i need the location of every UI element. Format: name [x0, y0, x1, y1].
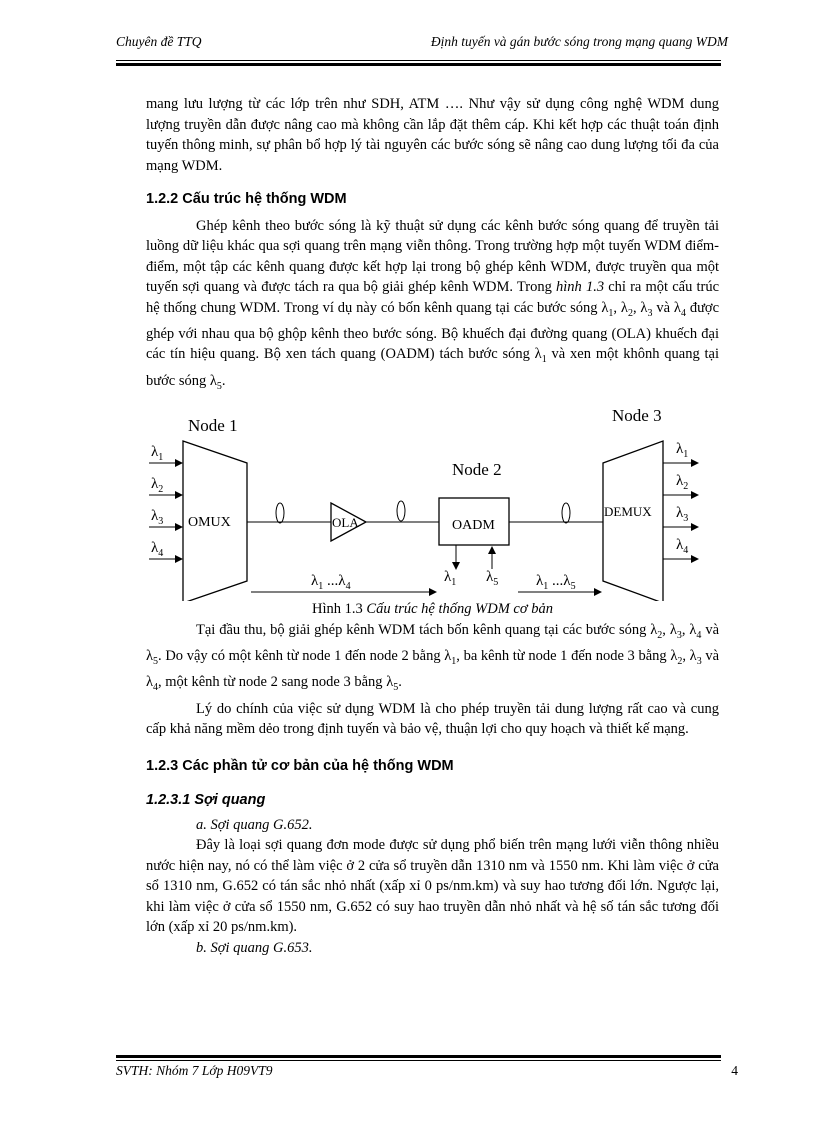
header-rule-thin	[116, 60, 721, 61]
paragraph-wdm-structure: Ghép kênh theo bước sóng là kỹ thuật sử dụng các kênh bước sóng quang để truyền tải luồng dữ liệu khác qua sợi quang trên mạng viễn thông. Trong trường hợp một tuyến WDM điểm- điểm, một tập các kênh quang được kết hợp lại trong bộ ghép kênh WDM, được truyền qua một tuyến sợi quang và được tách ra qua bộ giải ghép kênh WDM. Trong hình 1.3 chỉ ra một cấu trúc hệ thống chung WDM. Trong ví dụ này có bốn kênh quang tại các bước sóng $\lambda_1$, $\lambda_2$, $\lambda_3$ và $\lambda_4$ được ghép với nhau qua bộ ghộp kênh theo bước sóng. Bộ khuếch đại đường quang (OLA) khuếch đại các tín hiệu quang. Bộ xen tách quang (OADM) tách bước sóng $\lambda_1$ và xen một khônh quang tại bước sóng $\lambda_5$.	[146, 217, 720, 392]
footer-rule-thin	[116, 1060, 721, 1061]
page-number: 4	[731, 1063, 738, 1078]
ola-label: OLA	[332, 515, 359, 531]
output-lambda-3: $\lambda_3$	[676, 505, 689, 525]
section-heading-1-2-2: 1.2.2 Cấu trúc hệ thống WDM	[146, 191, 347, 207]
drop-lambda: $\lambda_1$	[444, 569, 457, 589]
input-lambdas	[149, 444, 182, 559]
paragraph-reason: Lý do chính của việc sử dụng WDM là cho phép truyền tải dung lượng rất cao và cung cấp khả năng mềm dẻo trong định tuyến và bảo vệ, thuận lợi cho quy hoạch và thiết kế mạng.	[146, 700, 719, 738]
output-lambdas	[663, 441, 698, 559]
oadm-label: OADM	[452, 518, 495, 534]
header-rule-thick	[116, 63, 721, 66]
add-lambda: $\lambda_5$	[486, 569, 499, 589]
demux-block	[603, 441, 663, 601]
page-footer	[116, 1063, 738, 1079]
paragraph-intro: mang lưu lượng từ các lớp trên như SDH, ATM …. Như vậy sử dụng công nghệ WDM dung lượng truyền dẫn được nâng cao mà không cần lắp đặt thêm cáp. Khi kết hợp các thuật toán định tuyến thông minh, sự phân bổ hợp lý tài nguyên các bước sóng sẽ nâng cao dung lượng tối đa của mạng WDM.	[146, 96, 719, 174]
node3-label: Node 3	[612, 406, 662, 426]
output-lambda-2: $\lambda_2$	[676, 473, 689, 493]
subsection-heading-1-2-3-1: 1.2.3.1 Sợi quang	[146, 792, 266, 809]
demux-label: DEMUX	[604, 504, 652, 520]
item-a-heading: a. Sợi quang G.652.	[196, 816, 313, 833]
output-lambda-1: $\lambda_1$	[676, 441, 689, 461]
page-content	[146, 94, 719, 958]
input-lambda-4: $\lambda_4$	[151, 540, 164, 560]
header-left: Chuyên đề TTQ	[116, 34, 202, 49]
section-heading-1-2-3: 1.2.3 Các phần tử cơ bản của hệ thống WDM	[146, 757, 454, 774]
fiber-coil-icon	[562, 503, 570, 523]
fiber-coil-icon	[397, 501, 405, 521]
figure-wdm-structure	[146, 401, 719, 601]
input-lambda-2: $\lambda_2$	[151, 476, 164, 496]
range-label-2: $\lambda_1$ $...\lambda_5$	[536, 573, 576, 593]
wdm-diagram	[146, 401, 719, 601]
fiber-coil-icon	[276, 503, 284, 523]
footer-left: SVTH: Nhóm 7 Lớp H09VT9	[116, 1063, 273, 1078]
node1-label: Node 1	[188, 416, 238, 436]
figure-caption: Hình 1.3 Cấu trúc hệ thống WDM cơ bản	[312, 601, 553, 618]
input-lambda-3: $\lambda_3$	[151, 508, 164, 528]
range-label-1: $\lambda_1$ $...\lambda_4$	[311, 573, 351, 593]
paragraph-receiver: Tại đầu thu, bộ giải ghép kênh WDM tách bốn kênh quang tại các bước sóng $\lambda_2$, $\lambda_3$, $\lambda_4$ và $\lambda_5$. Do vậy có một kênh từ node 1 đến node 2 bằng $\lambda_1$, ba kênh từ node 1 đến node 3 bằng $\lambda_2$, $\lambda_3$ và $\lambda_4$, một kênh từ node 2 sang node 3 bằng $\lambda_5$.	[146, 621, 720, 694]
footer-rule-thick	[116, 1055, 721, 1058]
item-b-heading: b. Sợi quang G.653.	[196, 939, 313, 956]
omux-label: OMUX	[188, 515, 231, 531]
paragraph-g652: Đây là loại sợi quang đơn mode được sử dụng phổ biến trên mạng lưới viễn thông nhiều nước hiện nay, nó có thể làm việc ở 2 cửa sổ truyền dẫn 1310 nm và 1550 nm. Khi làm việc ở cửa sổ 1310 nm, G.652 có tán sắc nhỏ nhất (xấp xỉ 0 ps/nm.km) và suy hao tương đối lớn. Ngược lại, khi làm việc ở cửa sổ 1550 nm, G.652 có suy hao truyền dẫn nhỏ nhất và hệ số tán sắc tương đối lớn (xấp xỉ 20 ps/nm.km).	[146, 837, 719, 936]
node2-label: Node 2	[452, 460, 502, 480]
input-lambda-1: $\lambda_1$	[151, 444, 164, 464]
header-right: Định tuyến và gán bước sóng trong mạng quang WDM	[430, 34, 728, 49]
output-lambda-4: $\lambda_4$	[676, 537, 689, 557]
